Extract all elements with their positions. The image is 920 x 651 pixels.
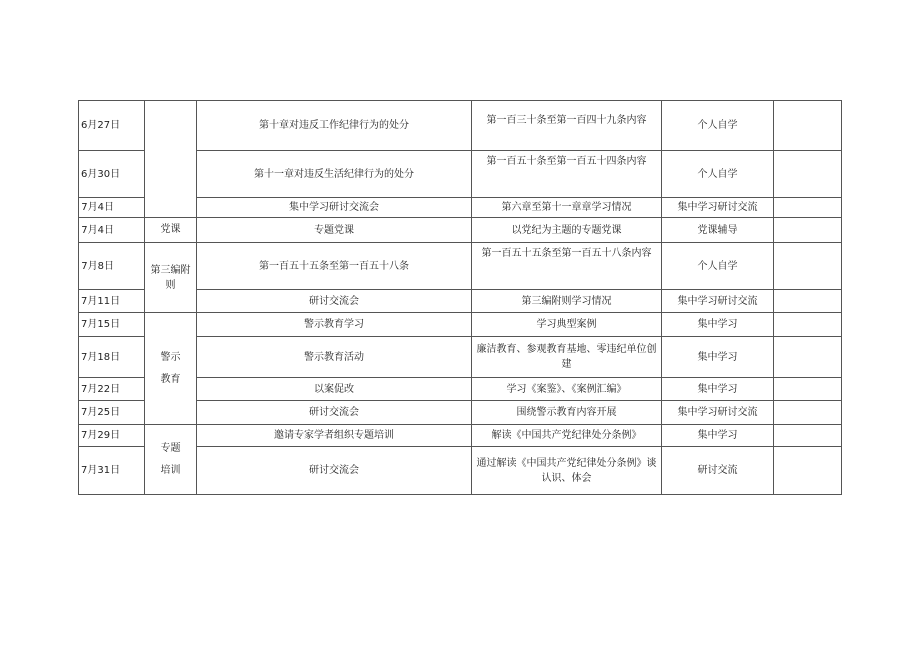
topic-line: 警示 xyxy=(160,351,181,363)
scope-cell: 第一百五十条至第一百五十四条内容 xyxy=(472,151,662,198)
form-cell: 个人自学 xyxy=(662,243,774,290)
scope-cell: 学习典型案例 xyxy=(472,313,662,337)
scope-cell: 第一百三十条至第一百四十九条内容 xyxy=(472,101,662,151)
content-cell: 警示教育学习 xyxy=(197,313,472,337)
note-cell xyxy=(774,337,842,378)
form-cell: 集中学习 xyxy=(662,313,774,337)
date-cell: 6月30日 xyxy=(79,151,145,198)
schedule-table xyxy=(78,100,842,495)
date-cell: 7月11日 xyxy=(79,290,145,313)
form-cell: 研讨交流 xyxy=(662,447,774,495)
date-cell: 6月27日 xyxy=(79,101,145,151)
content-cell: 专题党课 xyxy=(197,218,472,243)
scope-cell: 围绕警示教育内容开展 xyxy=(472,401,662,425)
content-cell: 集中学习研讨交流会 xyxy=(197,198,472,218)
content-cell: 第十一章对违反生活纪律行为的处分 xyxy=(197,151,472,198)
date-cell: 7月15日 xyxy=(79,313,145,337)
topic-cell: 党课 xyxy=(145,218,197,243)
table-row xyxy=(79,101,842,151)
scope-cell: 第六章至第十一章章学习情况 xyxy=(472,198,662,218)
note-cell xyxy=(774,290,842,313)
date-cell: 7月4日 xyxy=(79,198,145,218)
note-cell xyxy=(774,151,842,198)
note-cell xyxy=(774,425,842,447)
topic-cell xyxy=(145,425,197,495)
form-cell: 集中学习 xyxy=(662,425,774,447)
date-cell: 7月25日 xyxy=(79,401,145,425)
scope-cell: 通过解读《中国共产党纪律处分条例》谈认识、体会 xyxy=(472,447,662,495)
note-cell xyxy=(774,447,842,495)
topic-line: 教育 xyxy=(160,373,181,385)
topic-line: 培训 xyxy=(160,464,181,476)
form-cell: 个人自学 xyxy=(662,151,774,198)
note-cell xyxy=(774,378,842,401)
form-cell: 集中学习 xyxy=(662,378,774,401)
date-cell: 7月8日 xyxy=(79,243,145,290)
scope-cell: 第一百五十五条至第一百五十八条内容 xyxy=(472,243,662,290)
content-cell: 第十章对违反工作纪律行为的处分 xyxy=(197,101,472,151)
scope-cell: 学习《案鉴》、《案例汇编》 xyxy=(472,378,662,401)
form-cell: 集中学习研讨交流 xyxy=(662,198,774,218)
date-cell: 7月29日 xyxy=(79,425,145,447)
form-cell: 集中学习 xyxy=(662,337,774,378)
note-cell xyxy=(774,101,842,151)
content-cell: 第一百五十五条至第一百五十八条 xyxy=(197,243,472,290)
note-cell xyxy=(774,313,842,337)
table-row xyxy=(79,313,842,337)
scope-cell: 解读《中国共产党纪律处分条例》 xyxy=(472,425,662,447)
date-cell: 7月18日 xyxy=(79,337,145,378)
content-cell: 以案促改 xyxy=(197,378,472,401)
content-cell: 警示教育活动 xyxy=(197,337,472,378)
topic-cell xyxy=(145,313,197,425)
form-cell: 集中学习研讨交流 xyxy=(662,290,774,313)
note-cell xyxy=(774,198,842,218)
note-cell xyxy=(774,243,842,290)
date-cell: 7月31日 xyxy=(79,447,145,495)
table-row xyxy=(79,425,842,447)
content-cell: 研讨交流会 xyxy=(197,447,472,495)
date-cell: 7月4日 xyxy=(79,218,145,243)
topic-cell: 第三编附则 xyxy=(145,243,197,313)
note-cell xyxy=(774,218,842,243)
topic-line: 专题 xyxy=(160,442,181,454)
form-cell: 集中学习研讨交流 xyxy=(662,401,774,425)
topic-cell xyxy=(145,101,197,218)
content-cell: 研讨交流会 xyxy=(197,290,472,313)
scope-cell: 以党纪为主题的专题党课 xyxy=(472,218,662,243)
form-cell: 个人自学 xyxy=(662,101,774,151)
content-cell: 研讨交流会 xyxy=(197,401,472,425)
form-cell: 党课辅导 xyxy=(662,218,774,243)
content-cell: 邀请专家学者组织专题培训 xyxy=(197,425,472,447)
scope-cell: 第三编附则学习情况 xyxy=(472,290,662,313)
scope-cell: 廉洁教育、参观教育基地、零违纪单位创建 xyxy=(472,337,662,378)
table-row xyxy=(79,243,842,290)
date-cell: 7月22日 xyxy=(79,378,145,401)
table-row xyxy=(79,218,842,243)
note-cell xyxy=(774,401,842,425)
topic-glyphs xyxy=(147,438,194,482)
topic-glyphs xyxy=(147,347,194,391)
